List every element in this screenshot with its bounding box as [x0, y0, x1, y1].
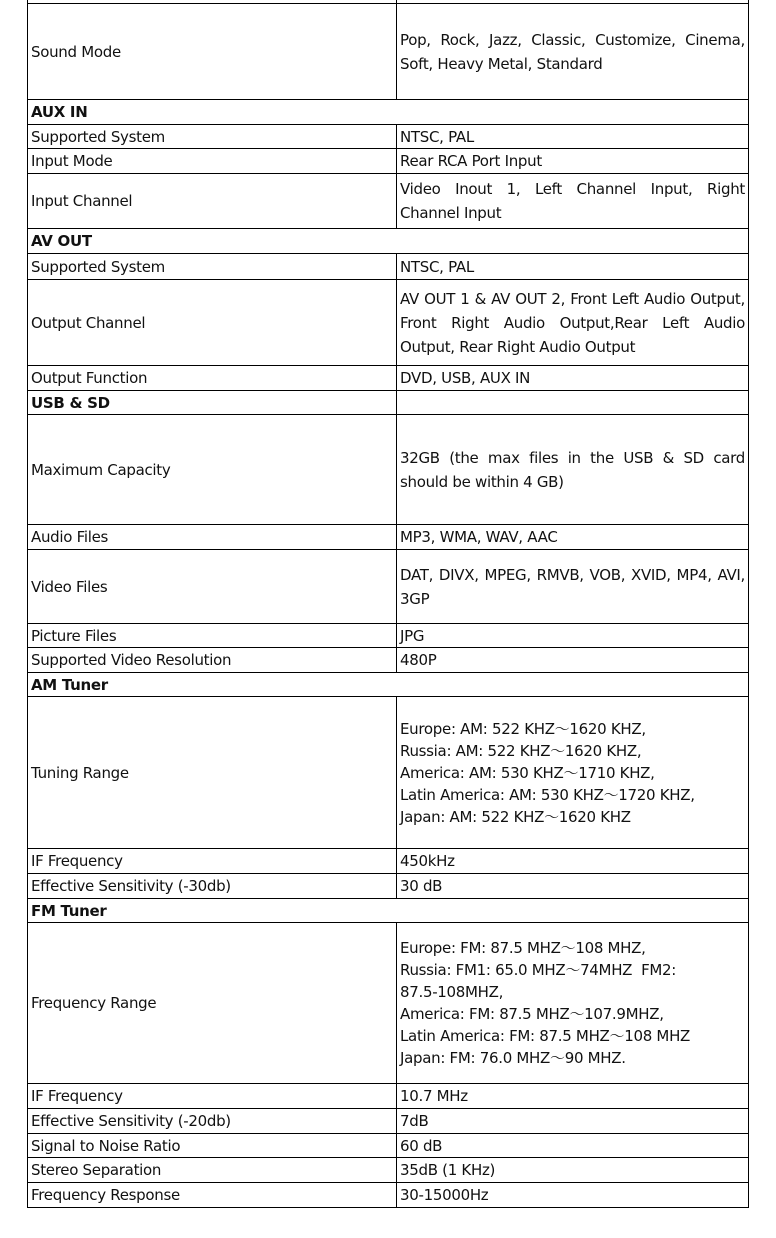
table-row — [27, 697, 749, 849]
row-value: 35dB (1 KHz) — [400, 1161, 496, 1179]
row-value: 30-15000Hz — [400, 1186, 489, 1204]
row-label: Video Files — [28, 550, 397, 623]
row-label: Frequency Response — [28, 1183, 397, 1207]
row-value: AV OUT 1 & AV OUT 2, Front Left Audio Output, Front Right Audio Output,Rear Left Audio Output, Rear Right Audio Output — [400, 289, 745, 356]
row-value: DVD, USB, AUX IN — [400, 369, 531, 387]
range-line: Latin America: AM: 530 KHZ～1720 KHZ, — [400, 785, 695, 804]
row-label: IF Frequency — [28, 1084, 397, 1108]
range-line: Russia: AM: 522 KHZ～1620 KHZ, — [400, 741, 642, 760]
row-label: Output Channel — [28, 280, 397, 365]
table-row — [27, 849, 749, 874]
row-value: 450kHz — [400, 852, 455, 870]
table-row — [27, 874, 749, 899]
row-value: 30 dB — [400, 877, 443, 895]
section-header-aux-in — [27, 100, 749, 125]
range-line: Latin America: FM: 87.5 MHZ～108 MHZ — [400, 1027, 691, 1045]
row-label: Supported System — [28, 125, 397, 148]
range-line: Russia: FM1: 65.0 MHZ～74MHZ FM2: — [400, 961, 677, 979]
table-row-sound-mode — [27, 4, 749, 100]
section-title: AUX IN — [31, 103, 88, 121]
table-row — [27, 415, 749, 525]
row-label: Sound Mode — [28, 4, 397, 99]
table-row — [27, 525, 749, 550]
section-title: AM Tuner — [31, 675, 108, 694]
row-value: NTSC, PAL — [400, 257, 474, 276]
row-label: Audio Files — [28, 525, 397, 549]
row-value: JPG — [400, 626, 425, 645]
row-label: Effective Sensitivity (-30db) — [28, 874, 397, 898]
row-label: Signal to Noise Ratio — [28, 1134, 397, 1157]
row-label: Supported Video Resolution — [28, 648, 397, 672]
table-row — [27, 149, 749, 174]
table-row — [27, 366, 749, 391]
row-value: Rear RCA Port Input — [400, 152, 542, 170]
table-row — [27, 1084, 749, 1109]
section-header-fm-tuner — [27, 899, 749, 923]
row-value: 60 dB — [400, 1136, 443, 1155]
section-title: AV OUT — [31, 232, 92, 250]
row-label: Supported System — [28, 254, 397, 279]
row-value: 7dB — [400, 1112, 429, 1130]
table-row — [27, 280, 749, 366]
section-title: FM Tuner — [31, 901, 107, 920]
row-value: 32GB (the max files in the USB & SD card should be within 4 GB) — [400, 448, 745, 491]
range-line: Japan: AM: 522 KHZ～1620 KHZ — [400, 807, 631, 826]
range-line: Japan: FM: 76.0 MHZ～90 MHZ. — [400, 1049, 626, 1067]
range-line: Europe: AM: 522 KHZ～1620 KHZ, — [400, 719, 646, 738]
row-label: Input Mode — [28, 149, 397, 173]
range-line: America: AM: 530 KHZ～1710 KHZ, — [400, 763, 655, 782]
table-row — [27, 1183, 749, 1208]
range-line: America: FM: 87.5 MHZ～107.9MHZ, — [400, 1005, 664, 1023]
table-row — [27, 1109, 749, 1134]
row-label: Tuning Range — [28, 697, 397, 848]
table-row — [27, 1134, 749, 1158]
row-value: MP3, WMA, WAV, AAC — [400, 528, 558, 546]
table-row — [27, 174, 749, 229]
row-label: Frequency Range — [28, 923, 397, 1083]
row-value: NTSC, PAL — [400, 127, 474, 146]
row-value: DAT, DIVX, MPEG, RMVB, VOB, XVID, MP4, AVI, 3GP — [400, 565, 745, 608]
row-label: Maximum Capacity — [28, 415, 397, 524]
section-header-usb-sd — [27, 391, 749, 415]
row-label: Effective Sensitivity (-20db) — [28, 1109, 397, 1133]
row-value: Pop, Rock, Jazz, Classic, Customize, Cinema, Soft, Heavy Metal, Standard — [400, 30, 745, 73]
row-value: 10.7 MHz — [400, 1087, 468, 1105]
table-row — [27, 923, 749, 1084]
range-line: Europe: FM: 87.5 MHZ～108 MHZ, — [400, 939, 646, 957]
row-label: Output Function — [28, 366, 397, 390]
row-value: 480P — [400, 651, 437, 669]
section-header-am-tuner — [27, 673, 749, 697]
row-label: IF Frequency — [28, 849, 397, 873]
table-row — [27, 648, 749, 673]
row-label: Input Channel — [28, 174, 397, 228]
section-header-av-out — [27, 229, 749, 254]
table-row — [27, 125, 749, 149]
table-row — [27, 1158, 749, 1183]
row-label: Picture Files — [28, 624, 397, 647]
section-title: USB & SD — [28, 391, 397, 414]
row-value — [400, 718, 745, 828]
range-line: 87.5-108MHZ, — [400, 983, 504, 1001]
row-label: Stereo Separation — [28, 1158, 397, 1182]
table-row — [27, 624, 749, 648]
row-value: Video Inout 1, Left Channel Input, Right Channel Input — [400, 180, 745, 222]
row-value — [400, 937, 745, 1069]
table-row — [27, 254, 749, 280]
table-row — [27, 550, 749, 624]
